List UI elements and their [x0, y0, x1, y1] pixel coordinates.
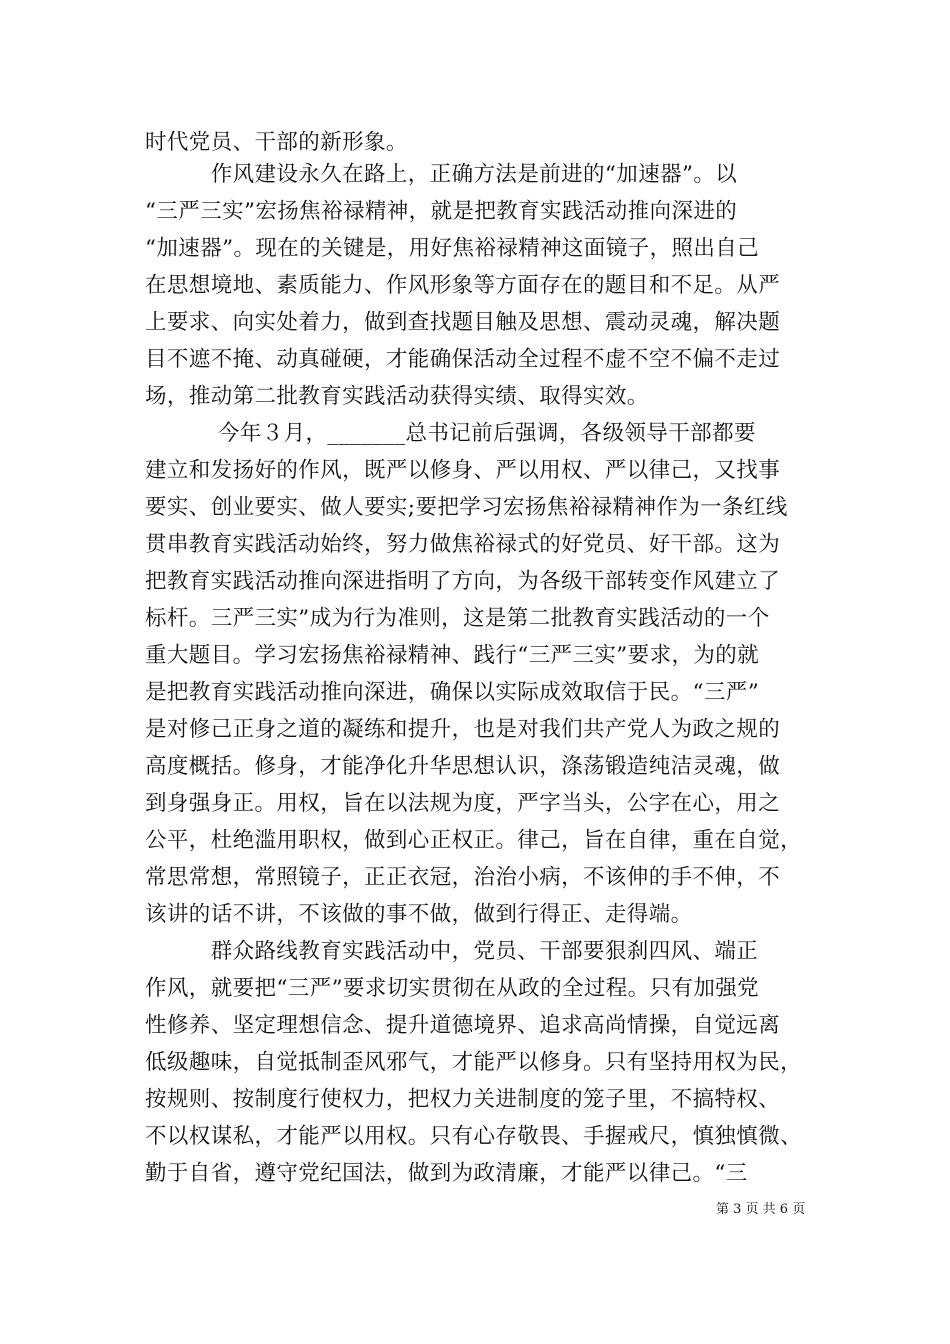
text-line: “三严三实”宏扬焦裕禄精神，就是把教育实践活动推向深进的 [145, 199, 738, 224]
text-line: 重大题目。学习宏扬焦裕禄精神、践行“三严三实”要求，为的就 [145, 643, 760, 668]
text-line: 场，推动第二批教育实践活动获得实绩、取得实效。 [145, 384, 649, 409]
text-line: 是把教育实践活动推向深进，确保以实际成效取信于民。“三严” [145, 680, 760, 705]
text-line: 上要求、向实处着力，做到查找题目触及思想、震动灵魂，解决题 [145, 310, 781, 335]
text-line: 贯串教育实践活动始终，努力做焦裕禄式的好党员、好干部。这为 [145, 532, 781, 557]
text-line: 按规则、按制度行使权力，把权力关进制度的笼子里，不搞特权、 [145, 1087, 781, 1112]
text-line: 要实、创业要实、做人要实;要把学习宏扬焦裕禄精神作为一条红线 [145, 495, 788, 520]
text-line: 在思想境地、素质能力、作风形象等方面存在的题目和不足。从严 [145, 273, 781, 298]
text-line: 标杆。三严三实”成为行为准则，这是第二批教育实践活动的一个 [145, 606, 770, 631]
text-line: 不以权谋私，才能严以用权。只有心存敬畏、手握戒尺，慎独慎微、 [145, 1124, 803, 1149]
text-line: 该讲的话不讲，不该做的事不做，做到行得正、走得端。 [145, 902, 693, 927]
text-line: “加速器”。现在的关键是，用好焦裕禄精神这面镜子，照出自己 [145, 236, 760, 261]
text-line: 是对修己正身之道的凝练和提升，也是对我们共产党人为政之规的 [145, 717, 781, 742]
text-line: 目不遮不掩、动真碰硬，才能确保活动全过程不虚不空不偏不走过 [145, 347, 781, 372]
text-line: 作风建设永久在路上，正确方法是前进的“加速器”。以 [145, 162, 738, 187]
text-line: 群众路线教育实践活动中，党员、干部要狠刹四风、端正 [145, 939, 759, 964]
text-line: 公平，杜绝滥用职权，做到心正权正。律己，旨在自律，重在自觉， [145, 828, 803, 853]
text-line: 建立和发扬好的作风，既严以修身、严以用权、严以律己，又找事 [145, 458, 781, 483]
text-line: 到身强身正。用权，旨在以法规为度，严字当头，公字在心，用之 [145, 791, 781, 816]
text-line: 常思常想，常照镜子，正正衣冠，治治小病，不该伸的手不伸，不 [145, 865, 781, 890]
text-line: 低级趣味，自觉抵制歪风邪气，才能严以修身。只有坚持用权为民， [145, 1050, 803, 1075]
text-line: 把教育实践活动推向深进指明了方向，为各级干部转变作风建立了 [145, 569, 781, 594]
text-line: 高度概括。修身，才能净化升华思想认识，涤荡锻造纯洁灵魂，做 [145, 754, 781, 779]
text-line: 勤于自省，遵守党纪国法，做到为政清廉，才能严以律己。“三 [145, 1161, 748, 1186]
text-line: 作风，就要把“三严”要求切实贯彻在从政的全过程。只有加强党 [145, 976, 760, 1001]
text-line: 时代党员、干部的新形象。 [145, 130, 408, 155]
text-line: 今年３月，_______总书记前后强调，各级领导干部都要 [145, 421, 756, 446]
page-number: 第 3 页 共 6 页 [716, 1202, 806, 1217]
text-line: 性修养、坚定理想信念、提升道德境界、追求高尚情操，自觉远离 [145, 1013, 781, 1038]
